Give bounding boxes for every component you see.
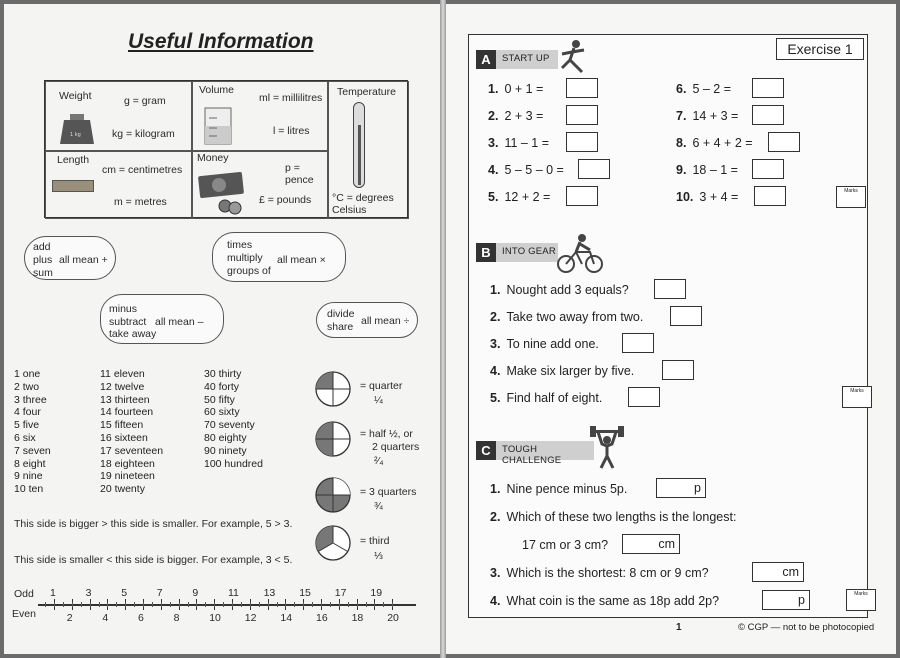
cloud-word: multiply	[227, 252, 263, 264]
question-text: Nought add 3 equals?	[506, 283, 629, 297]
thermometer-icon	[353, 102, 365, 188]
cloud-word: add	[33, 241, 51, 253]
fraction-value: ¾	[374, 500, 383, 512]
answer-box[interactable]	[622, 333, 654, 353]
units-table	[44, 80, 408, 218]
number-line-minor-tick	[45, 602, 46, 607]
answer-box[interactable]	[566, 105, 598, 125]
number-line-minor-tick	[348, 602, 349, 607]
minus-cloud	[100, 294, 224, 344]
question-number: 2.	[490, 510, 501, 524]
page-number: 1	[676, 622, 682, 633]
answer-box[interactable]	[654, 279, 686, 299]
question-b-5	[490, 391, 602, 405]
question-c-1	[490, 482, 627, 496]
question-text: 2 + 3 =	[504, 109, 544, 123]
number-word: 6 six	[14, 431, 36, 444]
page-title: Useful Information	[128, 30, 314, 53]
number-line-minor-tick	[357, 602, 358, 607]
number-line-minor-tick	[250, 602, 251, 607]
question-text: 6 + 4 + 2 =	[692, 136, 753, 150]
runner-figure-icon	[556, 38, 590, 74]
even-number: 8	[173, 612, 180, 624]
question-c-5	[490, 594, 719, 608]
question-text: What coin is the same as 18p add 2p?	[506, 594, 720, 608]
cloud-word: take away	[109, 328, 157, 340]
temperature-cell	[328, 81, 409, 219]
copyright-notice: © CGP — not to be photocopied	[738, 622, 875, 633]
numbers-tens	[204, 368, 263, 470]
question-a-9	[676, 163, 738, 177]
question-text: Find half of eight.	[506, 391, 603, 405]
answer-box[interactable]	[566, 78, 598, 98]
number-word: 70 seventy	[204, 419, 255, 432]
number-line-minor-tick	[383, 602, 384, 607]
question-c-3	[516, 538, 608, 552]
even-number: 6	[138, 612, 144, 624]
number-line-minor-tick	[374, 602, 375, 607]
cloud-meaning: all mean ×	[277, 254, 326, 266]
weight-cell	[45, 81, 192, 151]
less-than-rule: This side is smaller < this side is bigger. For example, 3 < 5.	[14, 554, 293, 566]
banknote-coins-icon	[197, 170, 247, 216]
pounds-label: £ = pounds	[259, 194, 312, 206]
weight-header: Weight	[59, 90, 92, 102]
answer-box[interactable]: p	[656, 478, 706, 498]
question-a-7	[676, 109, 738, 123]
number-line-minor-tick	[339, 602, 340, 607]
temperature-header: Temperature	[337, 86, 396, 98]
number-line-minor-tick	[277, 602, 278, 607]
odd-number: 1	[50, 587, 56, 599]
number-word: 9 nine	[14, 470, 43, 483]
number-line-minor-tick	[143, 602, 144, 607]
section-name: INTO GEAR	[502, 246, 556, 257]
question-b-3	[490, 337, 599, 351]
number-word: 3 three	[14, 393, 47, 406]
question-text: 5 – 5 – 0 =	[504, 163, 564, 177]
number-line-minor-tick	[259, 602, 260, 607]
section-b-header	[476, 243, 558, 262]
odd-number: 17	[334, 587, 347, 599]
number-word: 1 one	[14, 368, 41, 380]
number-line-minor-tick	[241, 602, 242, 607]
question-a-10	[676, 190, 738, 204]
cloud-word: subtract	[109, 316, 147, 328]
number-word: 10 ten	[14, 483, 44, 496]
odd-number: 11	[228, 587, 239, 599]
number-line-minor-tick	[99, 602, 100, 607]
number-word: 30 thirty	[204, 368, 242, 380]
question-a-4	[488, 163, 564, 177]
question-number: 3.	[490, 337, 501, 351]
number-line-minor-tick	[205, 602, 206, 607]
centimetres-label: cm = centimetres	[102, 164, 183, 176]
measuring-jug-icon	[201, 104, 237, 148]
odd-label: Odd	[14, 588, 34, 600]
question-number: 1.	[490, 482, 501, 496]
question-b-1	[490, 283, 629, 297]
question-text: Nine pence minus 5p.	[506, 482, 628, 496]
number-word: 40 forty	[204, 380, 240, 393]
even-number: 14	[280, 612, 293, 624]
cyclist-figure-icon	[556, 232, 604, 274]
number-word: 12 twelve	[100, 380, 145, 393]
fraction-label: = 3 quarters	[360, 486, 417, 498]
number-word: 20 twenty	[100, 483, 145, 496]
volume-header: Volume	[199, 84, 235, 96]
number-word: 16 sixteen	[100, 431, 148, 444]
question-text: To nine add one.	[506, 337, 599, 351]
number-line-minor-tick	[125, 602, 126, 607]
number-word: 2 two	[14, 380, 40, 393]
number-line-minor-tick	[72, 602, 73, 607]
answer-box[interactable]	[752, 159, 784, 179]
answer-box[interactable]: cm	[752, 562, 804, 582]
number-line-minor-tick	[312, 602, 313, 607]
question-text: Which is the shortest: 8 cm or 9 cm?	[506, 566, 709, 580]
question-number: 3.	[490, 566, 501, 580]
fraction-label: = quarter	[360, 380, 403, 392]
fraction-value: ²⁄₄	[374, 455, 384, 467]
metres-label: m = metres	[114, 196, 167, 208]
number-line-minor-tick	[321, 602, 322, 607]
number-line-minor-tick	[330, 602, 331, 607]
number-line-minor-tick	[303, 602, 304, 607]
odd-number: 15	[299, 587, 311, 599]
even-number: 10	[209, 612, 221, 624]
number-word: 50 fifty	[204, 393, 235, 406]
number-line-minor-tick	[152, 602, 153, 607]
times-cloud	[212, 232, 346, 282]
cloud-word: share	[327, 321, 354, 333]
section-letter: A	[476, 50, 496, 69]
answer-box[interactable]	[566, 186, 598, 206]
number-line-minor-tick	[294, 602, 295, 607]
question-a-6	[676, 82, 731, 96]
number-line-minor-tick	[90, 602, 91, 607]
question-number: 4.	[490, 594, 501, 608]
ruler-icon	[52, 180, 94, 192]
answer-box[interactable]: p	[762, 590, 810, 610]
cloud-word: divide	[327, 308, 355, 320]
fraction-label: = half ½, or	[360, 428, 413, 440]
greater-than-rule: This side is bigger > this side is smaller. For example, 5 > 3.	[14, 518, 293, 530]
cloud-word: minus	[109, 303, 138, 315]
question-text: Take two away from two.	[506, 310, 644, 324]
section-c-header	[476, 441, 594, 466]
number-word: 18 eighteen	[100, 457, 155, 470]
question-b-4	[490, 364, 634, 378]
odd-number: 7	[156, 587, 163, 599]
cloud-word: groups of	[227, 265, 271, 277]
number-line-minor-tick	[63, 602, 64, 607]
even-number: 12	[244, 612, 257, 624]
weightlifter-figure-icon	[590, 426, 624, 472]
question-text: 12 + 2 =	[504, 190, 551, 204]
question-c-4	[490, 566, 709, 580]
litres-label: l = litres	[273, 125, 310, 137]
question-a-3	[488, 136, 549, 150]
question-text: 18 – 1 =	[692, 163, 738, 177]
number-line-minor-tick	[107, 602, 108, 607]
exercise-label: Exercise 1	[776, 38, 864, 60]
cloud-word: times	[227, 239, 253, 251]
number-word: 7 seven	[14, 444, 51, 457]
number-word: 60 sixty	[204, 406, 240, 419]
question-number: 2.	[490, 310, 501, 324]
weight-icon	[58, 110, 96, 146]
odd-number: 9	[192, 587, 199, 599]
even-label: Even	[12, 608, 36, 620]
number-line-minor-tick	[170, 602, 171, 607]
millilitres-label: ml = millilitres	[259, 92, 323, 104]
number-line-minor-tick	[214, 602, 215, 607]
question-text: Which of these two lengths is the longest:	[506, 510, 737, 524]
money-cell	[192, 151, 328, 219]
question-number: 4.	[488, 163, 499, 177]
question-a-1	[488, 82, 543, 96]
even-number: 20	[387, 612, 399, 624]
even-number: 18	[351, 612, 364, 624]
answer-box[interactable]	[566, 132, 598, 152]
volume-cell	[192, 81, 328, 151]
numbers-1-10	[14, 368, 51, 496]
even-number: 2	[66, 612, 73, 624]
section-letter: B	[476, 243, 496, 262]
number-line-minor-tick	[223, 602, 224, 607]
number-word: 100 hundred	[204, 457, 263, 470]
number-line-minor-tick	[196, 602, 197, 607]
odd-number: 19	[370, 587, 383, 599]
number-line-minor-tick	[232, 602, 233, 607]
even-number: 4	[102, 612, 109, 624]
answer-box[interactable]	[662, 360, 694, 380]
question-text: Make six larger by five.	[506, 364, 635, 378]
three-quarters-circle-icon	[314, 476, 352, 514]
answer-box[interactable]	[670, 306, 702, 326]
number-line-minor-tick	[134, 602, 135, 607]
question-number: 6.	[676, 82, 687, 96]
number-line	[38, 604, 416, 606]
question-text: 14 + 3 =	[692, 109, 739, 123]
question-number: 7.	[676, 109, 687, 123]
cloud-meaning: all mean +	[59, 254, 108, 266]
answer-box[interactable]	[752, 78, 784, 98]
number-line-minor-tick	[366, 602, 367, 607]
number-word: 90 ninety	[204, 444, 247, 457]
answer-box[interactable]: cm	[622, 534, 680, 554]
question-text: 11 – 1 =	[504, 136, 550, 150]
number-line-minor-tick	[285, 602, 286, 607]
length-cell	[45, 151, 192, 219]
number-word: 4 four	[14, 406, 41, 419]
question-b-2	[490, 310, 643, 324]
question-text: 3 + 4 =	[699, 190, 739, 204]
numbers-11-20	[100, 368, 163, 496]
money-header: Money	[197, 152, 229, 164]
question-number: 1.	[490, 283, 501, 297]
question-number: 4.	[490, 364, 501, 378]
number-word: 5 five	[14, 419, 40, 432]
question-text: 17 cm or 3 cm?	[522, 538, 609, 552]
add-cloud	[24, 236, 116, 280]
number-line-minor-tick	[268, 602, 269, 607]
question-c-2	[490, 510, 736, 524]
number-line-minor-tick	[54, 602, 55, 607]
third-circle-icon	[314, 524, 352, 562]
number-line-minor-tick	[188, 602, 189, 607]
quarter-circle-icon	[314, 370, 352, 408]
pence-label: p = pence	[285, 162, 314, 186]
divide-cloud	[316, 302, 418, 338]
fraction-value: ⅓	[374, 550, 383, 562]
kilogram-label: kg = kilogram	[112, 128, 175, 140]
fraction-value: ¼	[374, 394, 383, 406]
number-word: 17 seventeen	[100, 444, 164, 457]
answer-box[interactable]	[754, 186, 786, 206]
marks-box-c[interactable]: Marks	[846, 589, 876, 611]
half-circle-icon	[314, 420, 352, 458]
number-line-minor-tick	[161, 602, 162, 607]
number-word: 14 fourteen	[100, 406, 154, 419]
question-a-8	[676, 136, 753, 150]
question-number: 2.	[488, 109, 499, 123]
length-header: Length	[57, 154, 90, 166]
question-a-2	[488, 109, 543, 123]
marks-box-a[interactable]: Marks	[836, 186, 866, 208]
gram-label: g = gram	[124, 95, 166, 107]
answer-box[interactable]	[578, 159, 610, 179]
cloud-meaning: all mean –	[155, 316, 204, 328]
cloud-word: plus	[33, 254, 53, 266]
fraction-label: = third	[360, 535, 390, 547]
number-line-minor-tick	[179, 602, 180, 607]
question-number: 3.	[488, 136, 499, 150]
number-word: 15 fifteen	[100, 419, 144, 432]
question-number: 1.	[488, 82, 499, 96]
cloud-word: sum	[33, 267, 53, 279]
number-line-minor-tick	[81, 602, 82, 607]
odd-number: 5	[121, 587, 128, 599]
question-number: 10.	[676, 190, 694, 204]
answer-box[interactable]	[628, 387, 660, 407]
number-word: 11 eleven	[100, 368, 145, 380]
number-line-minor-tick	[392, 602, 393, 607]
section-name: TOUGH CHALLENGE	[502, 444, 562, 466]
number-word: 80 eighty	[204, 431, 247, 444]
question-text: 5 – 2 =	[692, 82, 732, 96]
question-text: 0 + 1 =	[504, 82, 544, 96]
even-number: 16	[316, 612, 328, 624]
number-word: 19 nineteen	[100, 470, 155, 483]
number-word: 13 thirteen	[100, 393, 150, 406]
question-number: 8.	[676, 136, 687, 150]
question-number: 5.	[490, 391, 501, 405]
svg-text:1 kg: 1 kg	[70, 132, 81, 138]
cloud-meaning: all mean ÷	[361, 315, 410, 327]
fraction-label-2: 2 quarters	[372, 441, 420, 453]
marks-box-b[interactable]: Marks	[842, 386, 872, 408]
number-word: 8 eight	[14, 457, 46, 470]
question-a-5	[488, 190, 550, 204]
answer-box[interactable]	[768, 132, 800, 152]
section-name: START UP	[502, 53, 550, 64]
section-a-header	[476, 50, 558, 69]
question-number: 9.	[676, 163, 687, 177]
odd-number: 13	[263, 587, 276, 599]
number-line-minor-tick	[116, 602, 117, 607]
odd-number: 3	[85, 587, 92, 599]
answer-box[interactable]	[752, 105, 784, 125]
celsius-label: °C = degrees Celsius	[332, 192, 394, 216]
section-letter: C	[476, 441, 496, 460]
question-number: 5.	[488, 190, 499, 204]
